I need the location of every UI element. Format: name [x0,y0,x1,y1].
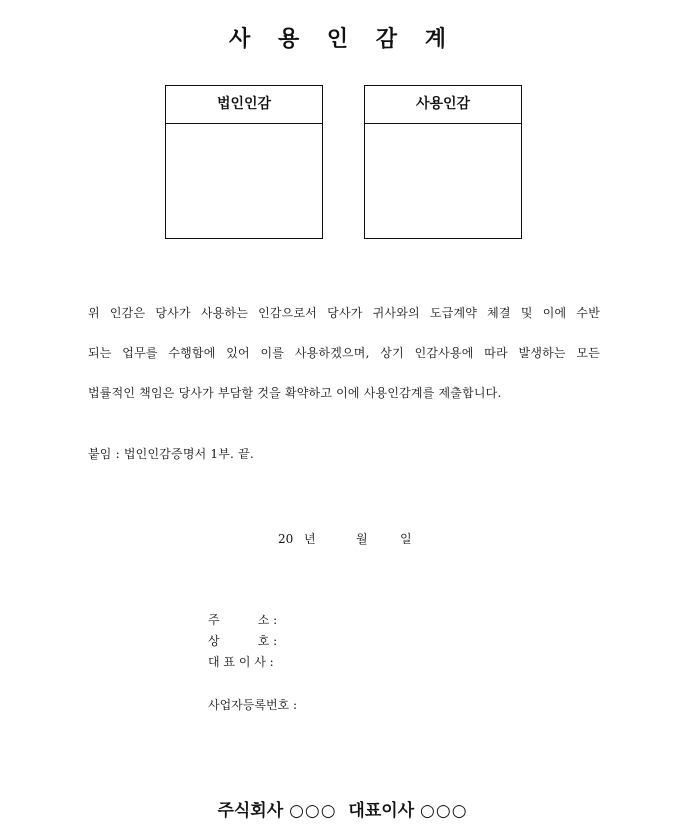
business-number-row [208,696,298,713]
business-number-label: 사업자등록번호 : [208,698,298,712]
date-year-prefix: 20 [278,532,294,546]
date-line [278,530,412,547]
company-name-row [208,632,286,649]
usage-seal-area [365,124,521,239]
document-title: 사 용 인 감 계 [229,26,456,52]
signature-title: 대표이사 [348,801,415,821]
representative-row [208,653,286,670]
date-year-unit: 년 [304,532,316,546]
signature-company-name: ○○○ [289,801,337,821]
body-line-2: 되는 업무를 수행함에 있어 이를 사용하겠으며, 상기 인감사용에 따라 발생하는 모든 [88,346,600,360]
representative-label: 대 표 이 사 : [208,655,274,669]
address-row [208,611,286,628]
corporate-seal-box [165,85,323,239]
corporate-seal-label: 법인인감 [166,86,322,124]
attachment-note: 붙임 : 법인인감증명서 1부. 끝. [88,447,254,461]
signature-line [0,796,675,821]
address-label: 주 소 : [208,613,278,627]
date-day-unit: 일 [400,532,412,546]
usage-seal-box [364,85,522,239]
date-month-unit: 월 [356,532,368,546]
body-line-3: 법률적인 책임은 당사가 부담할 것을 확약하고 이에 사용인감계를 제출합니다. [88,386,502,400]
signature-rep-name: ○○○ [420,801,468,821]
body-line-1: 위 인감은 당사가 사용하는 인감으로서 당사가 귀사와의 도급계약 체결 및 이에 수반 [88,306,600,320]
corporate-seal-area [166,124,322,239]
company-name-label: 상 호 : [208,634,278,648]
signature-company-prefix: 주식회사 [217,801,284,821]
usage-seal-label: 사용인감 [365,86,521,124]
